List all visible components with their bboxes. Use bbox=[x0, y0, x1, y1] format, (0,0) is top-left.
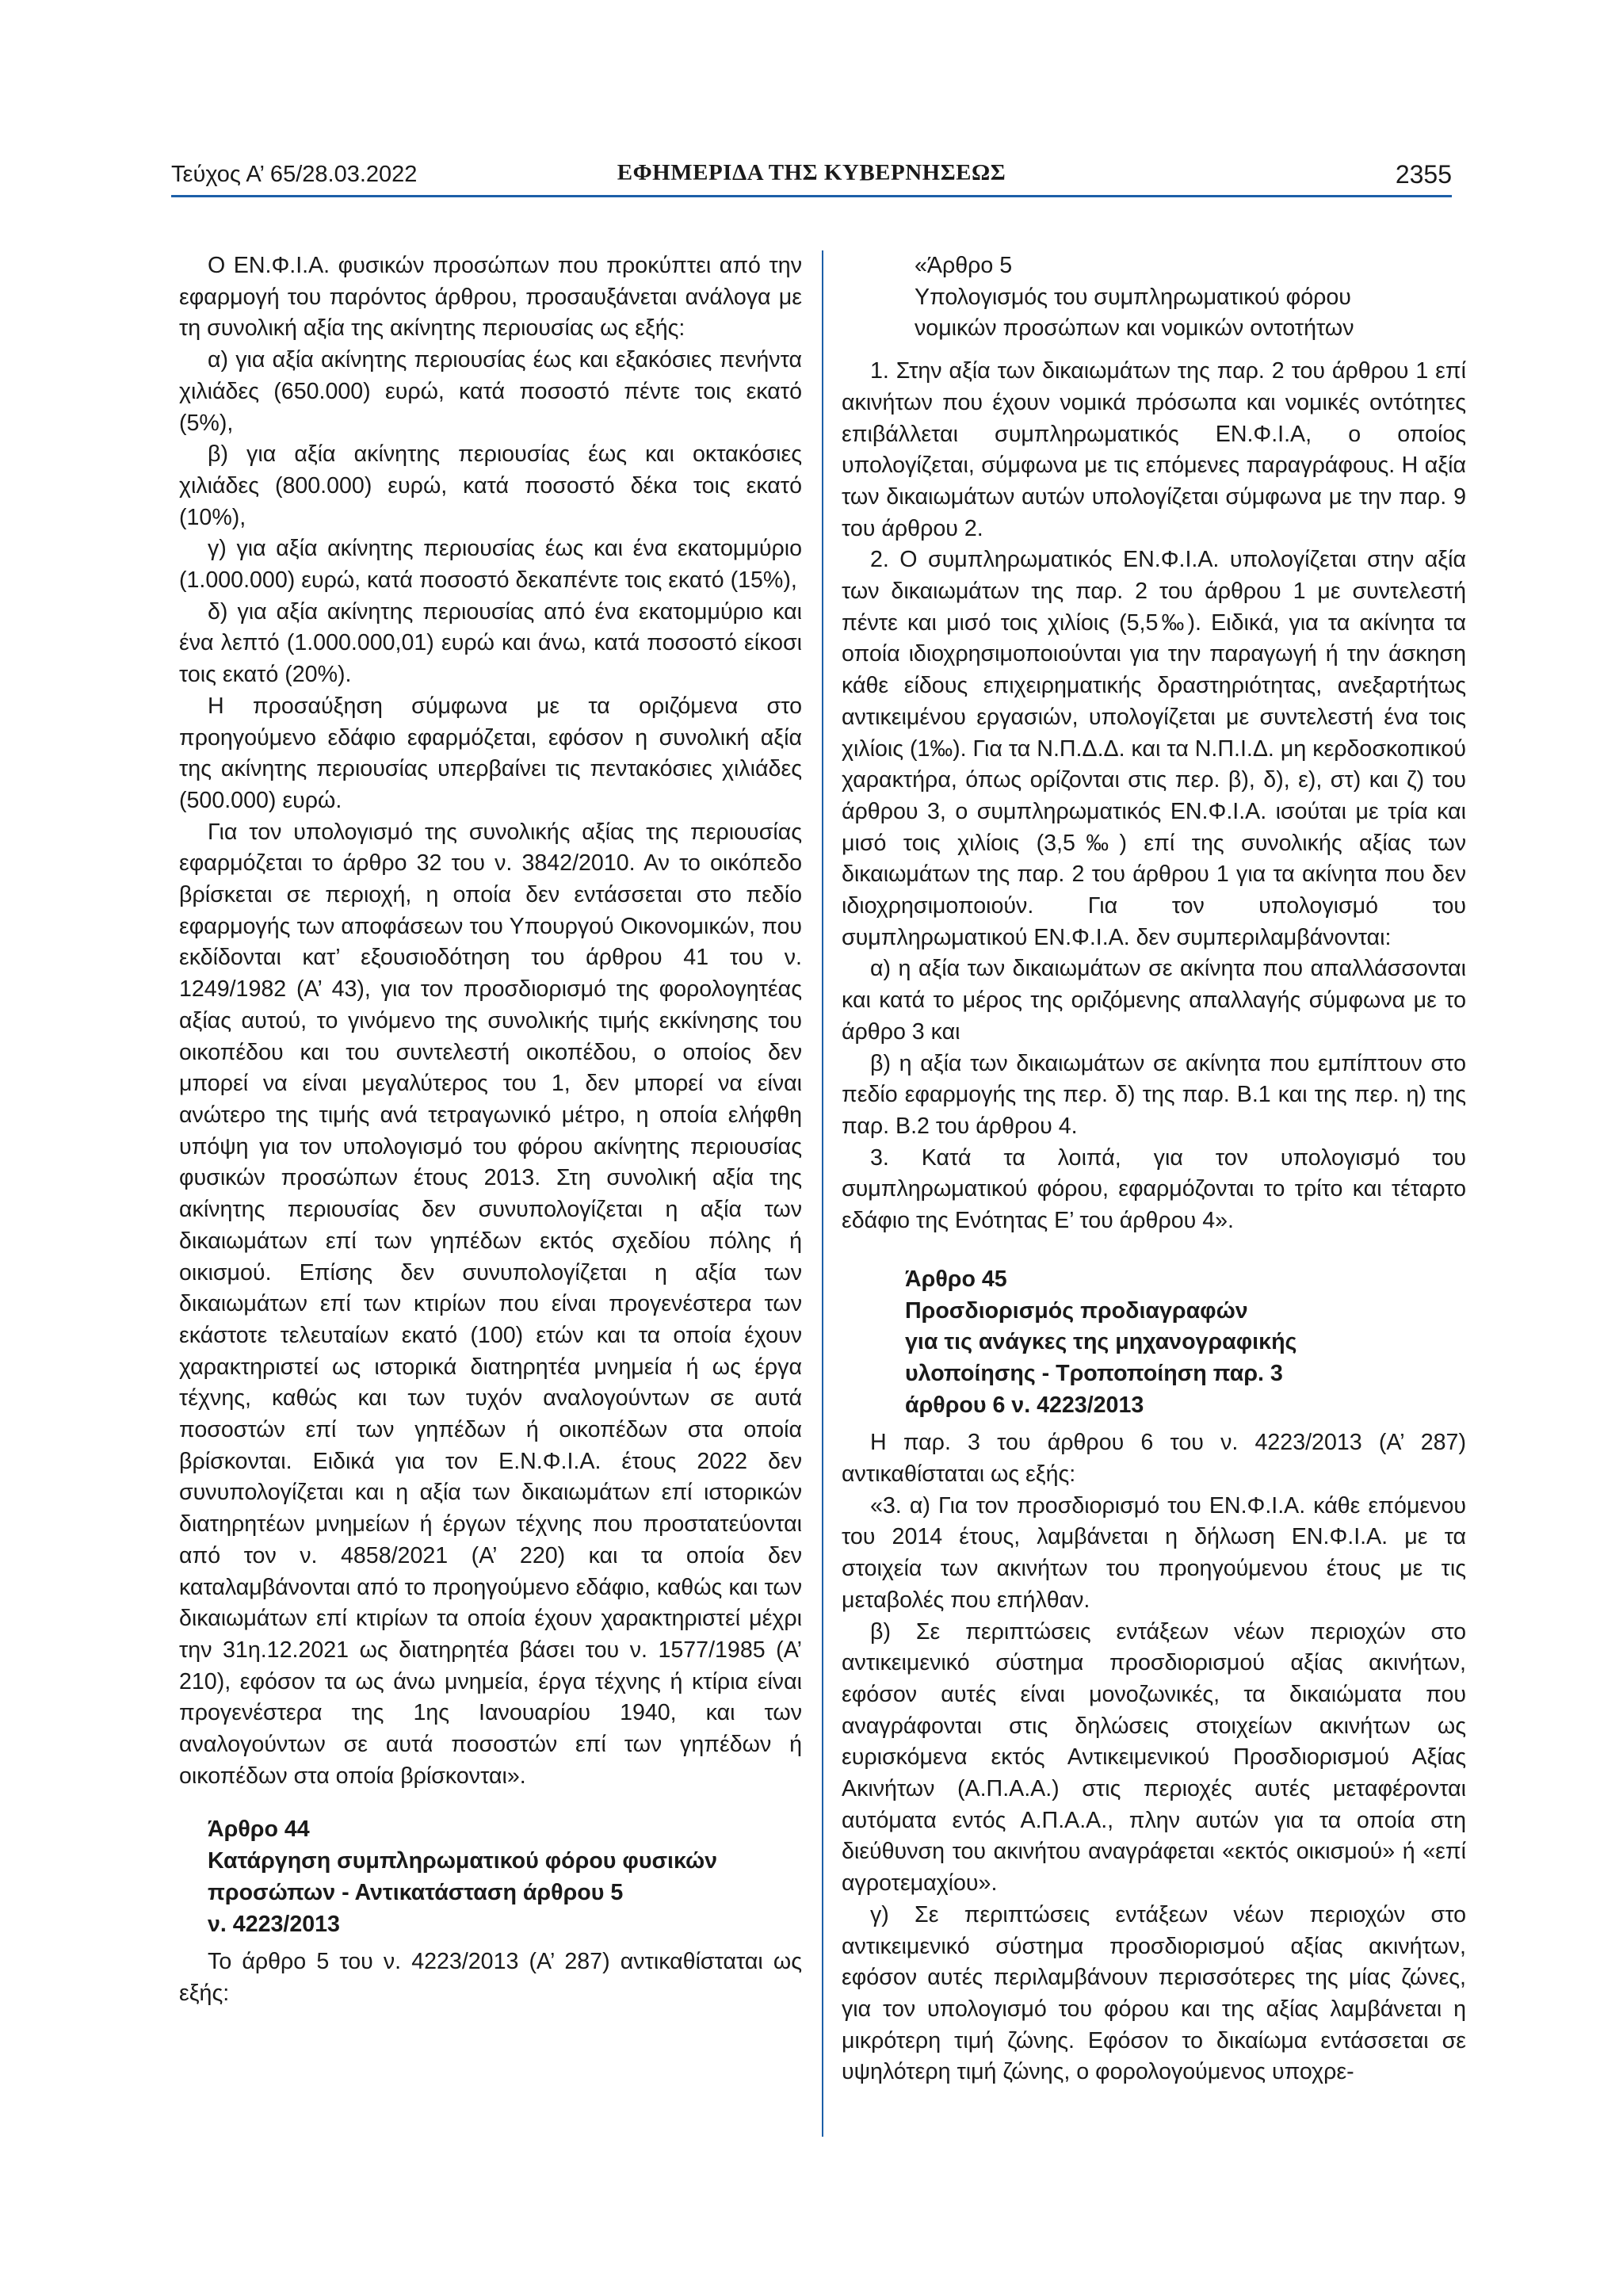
header-rule bbox=[171, 195, 1452, 197]
paragraph: 2. Ο συμπληρωματικός ΕΝ.Φ.Ι.Α. υπολογίζεται στην αξία των δικαιωμάτων της παρ. 2 του άρθρου 1 με συντελεστή πέντε και μισό τοις χιλίοις (5,5‰). Ειδικά, για τα ακίνητα τα οποία ιδιοχρησιμοποιούνται για την παραγωγή ή την άσκηση κάθε είδους επιχειρηματικής δραστηριότητας, ανεξαρτήτως αντικειμένου εργασιών, υπολογίζεται με συντελεστή ένα τοις χιλίοις (1‰). Για τα Ν.Π.Δ.Δ. και τα Ν.Π.Ι.Δ. μη κερδοσκοπικού χαρακτήρα, όπως ορίζονται στις περ. β), δ), ε), στ) και ζ) του άρθρου 3, ο συμπληρωματικός ΕΝ.Φ.Ι.Α. ισούται με τρία και μισό τοις χιλίοις (3,5‰) επί της συνολικής αξίας των δικαιωμάτων της παρ. 2 του άρθρου 1 για τα ακίνητα που δεν ιδιοχρησιμοποιούν. Για τον υπολογισμό του συμπληρωματικού ΕΝ.Φ.Ι.Α. δεν συμπεριλαμβάνονται: bbox=[842, 547, 1466, 950]
paragraph: α) η αξία των δικαιωμάτων σε ακίνητα που απαλλάσσονται και κατά το μέρος της οριζόμενης απαλλαγής σύμφωνα με το άρθρο 3 και bbox=[842, 956, 1466, 1045]
page-header bbox=[171, 155, 1452, 200]
article-44-title-law: ν. 4223/2013 bbox=[208, 1911, 340, 1937]
article-44-heading bbox=[179, 1814, 802, 1940]
left-column bbox=[179, 250, 802, 2010]
quoted-article-5-number: «Άρθρο 5 bbox=[915, 253, 1013, 278]
issue-reference: Τεύχος Α’ 65/28.03.2022 bbox=[171, 162, 418, 187]
article-45-title-line: για τις ανάγκες της μηχανογραφικής bbox=[905, 1329, 1297, 1355]
article-44-number: Άρθρο 44 bbox=[208, 1817, 310, 1843]
paragraph: γ) για αξία ακίνητης περιουσίας έως και ένα εκατομμύριο (1.000.000) ευρώ, κατά ποσοστό δεκαπέντε τοις εκατό (15%), bbox=[179, 536, 802, 594]
article-44-body: Το άρθρο 5 του ν. 4223/2013 (Α’ 287) αντικαθίσταται ως εξής: bbox=[179, 1949, 802, 2006]
paragraph: 1. Στην αξία των δικαιωμάτων της παρ. 2 του άρθρου 1 επί ακινήτων που έχουν νομικά πρόσωπα και νομικές οντότητες επιβάλλεται συμπληρωματικός ΕΝ.Φ.Ι.Α, ο οποίος υπολογίζεται, σύμφωνα με τις επόμενες παραγράφους. Η αξία των δικαιωμάτων αυτών υπολογίζεται σύμφωνα με την παρ. 9 του άρθρου 2. bbox=[842, 358, 1466, 541]
article-44-title: Κατάργηση συμπληρωματικού φόρου φυσικών προσώπων - Αντικατάσταση άρθρου 5 bbox=[208, 1848, 718, 1905]
page-number: 2355 bbox=[1395, 160, 1452, 189]
paragraph: Η προσαύξηση σύμφωνα με τα οριζόμενα στο προηγούμενο εδάφιο εφαρμόζεται, εφόσον η συνολική αξία της ακίνητης περιουσίας υπερβαίνει τις πεντακόσιες χιλιάδες (500.000) ευρώ. bbox=[179, 693, 802, 813]
paragraph: «3. α) Για τον προσδιορισμό του ΕΝ.Φ.Ι.Α. κάθε επόμενου του 2014 έτους, λαμβάνεται η δήλωση ΕΝ.Φ.Ι.Α. με τα στοιχεία των ακινήτων του προηγούμενου έτους με τις μεταβολές που επήλθαν. bbox=[842, 1492, 1466, 1613]
paragraph: γ) Σε περιπτώσεις εντάξεων νέων περιοχών στο αντικειμενικό σύστημα προσδιορισμού αξίας ακινήτων, εφόσον αυτές περιλαμβάνουν περισσότερες της μίας ζώνες, για τον υπολογισμό του φόρου και της αξίας λαμβάνεται η μικρότερη τιμή ζώνης. Εφόσον το δικαίωμα εντάσσεται σε υψηλότερη τιμή ζώνης, ο φορολογούμενος υποχρε- bbox=[842, 1901, 1466, 2085]
paragraph: Ο ΕΝ.Φ.Ι.Α. φυσικών προσώπων που προκύπτει από την εφαρμογή του παρόντος άρθρου, προσαυξάνεται ανάλογα με τη συνολική αξία της ακίνητης περιουσίας ως εξής: bbox=[179, 253, 802, 342]
paragraph: Για τον υπολογισμό της συνολικής αξίας της περιουσίας εφαρμόζεται το άρθρο 32 του ν. 3842/2010. Αν το οικόπεδο βρίσκεται σε περιοχή, η οποία δεν εντάσσεται στο πεδίο εφαρμογής των αποφάσεων του Υπουργού Οικονομικών, που εκδίδονται κατ’ εξουσιοδότηση του άρθρου 41 του ν. 1249/1982 (Α’ 43), για τον προσδιορισμό της φορολογητέας αξίας αυτού, το γινόμενο της συνολικής τιμής εκκίνησης του οικοπέδου και του συντελεστή οικοπέδου, ο οποίος δεν μπορεί να είναι μεγαλύτερος του 1, δεν μπορεί να είναι ανώτερο της τιμής ανά τετραγωνικό μέτρο, η οποία ελήφθη υπόψη για τον υπολογισμό του φόρου ακίνητης περιουσίας φυσικών προσώπων έτους 2013. Στη συνολική αξία της ακίνητης περιουσίας δεν συνυπολογίζεται η αξία των δικαιωμάτων επί των γηπέδων εκτός σχεδίου πόλης ή οικισμού. Επίσης δεν συνυπολογίζεται η αξία των δικαιωμάτων επί των κτιρίων που είναι προγενέστερα των εκάστοτε τελευταίων εκατό (100) ετών και τα οποία έχουν χαρακτηριστεί ως ιστορικά διατηρητέα μνημεία ή ως έργα τέχνης, καθώς και των τυχόν αναλογούντων σε αυτά ποσοστών επί των γηπέδων ή οικοπέδων στα οποία βρίσκονται. Ειδικά για τον Ε.Ν.Φ.Ι.Α. έτους 2022 δεν συνυπολογίζεται και η αξία των δικαιωμάτων επί ιστορικών διατηρητέων μνημείων ή έργων τέχνης που προστατεύονται από τον ν. 4858/2021 (Α’ 220) και τα οποία δεν καταλαμβάνονται από το προηγούμενο εδάφιο, καθώς και των δικαιωμάτων επί κτιρίων τα οποία έχουν χαρακτηριστεί μέχρι την 31η.12.2021 ως διατηρητέα βάσει του ν. 1577/1985 (Α’ 210), εφόσον τα ως άνω μνημεία, έργα τέχνης ή κτίρια είναι προγενέστερα της 1ης Ιανουαρίου 1940, και των αναλογούντων σε αυτά ποσοστών επί των γηπέδων ή οικοπέδων στα οποία βρίσκονται». bbox=[179, 819, 802, 1789]
column-divider bbox=[822, 250, 823, 2137]
paragraph: Η παρ. 3 του άρθρου 6 του ν. 4223/2013 (Α’ 287) αντικαθίσταται ως εξής: bbox=[842, 1430, 1466, 1488]
right-column bbox=[842, 250, 1466, 2088]
article-45-heading bbox=[842, 1264, 1466, 1422]
article-45-number: Άρθρο 45 bbox=[905, 1266, 1007, 1292]
article-45-title-line: άρθρου 6 ν. 4223/2013 bbox=[905, 1392, 1144, 1418]
paragraph: δ) για αξία ακίνητης περιουσίας από ένα εκατομμύριο και ένα λεπτό (1.000.000,01) ευρώ και άνω, κατά ποσοστό είκοσι τοις εκατό (20%). bbox=[179, 598, 802, 688]
gazette-title: ΕΦΗΜΕΡΙΔΑ ΤΗΣ ΚΥΒΕΡΝΗΣΕΩΣ bbox=[617, 160, 1006, 185]
article-45-title-line: υλοποίησης - Τροποποίηση παρ. 3 bbox=[905, 1360, 1283, 1386]
article-45-title-line: Προσδιορισμός προδιαγραφών bbox=[905, 1297, 1248, 1324]
quoted-article-5-title: Υπολογισμός του συμπληρωματικού φόρου νομικών προσώπων και νομικών οντοτήτων bbox=[915, 284, 1354, 342]
paragraph: β) η αξία των δικαιωμάτων σε ακίνητα που εμπίπτουν στο πεδίο εφαρμογής της περ. δ) της παρ. Β.1 και της περ. η) της παρ. Β.2 του άρθρου 4. bbox=[842, 1050, 1466, 1139]
paragraph: 3. Κατά τα λοιπά, για τον υπολογισμό του συμπληρωματικού φόρου, εφαρμόζονται το τρίτο και τέταρτο εδάφιο της Ενότητας Ε’ του άρθρου 4». bbox=[842, 1144, 1466, 1234]
paragraph: α) για αξία ακίνητης περιουσίας έως και εξακόσιες πενήντα χιλιάδες (650.000) ευρώ, κατά ποσοστό πέντε τοις εκατό (5%), bbox=[179, 347, 802, 436]
paragraph: β) για αξία ακίνητης περιουσίας έως και οκτακόσιες χιλιάδες (800.000) ευρώ, κατά ποσοστό δέκα τοις εκατό (10%), bbox=[179, 441, 802, 530]
paragraph: β) Σε περιπτώσεις εντάξεων νέων περιοχών στο αντικειμενικό σύστημα προσδιορισμού αξίας ακινήτων, εφόσον αυτές είναι μονοζωνικές, τα δικαιώματα που αναγράφονται στις δηλώσεις στοιχείων ακινήτων ως ευρισκόμενα εκτός Αντικειμενικού Προσδιορισμού Αξίας Ακινήτων (Α.Π.Α.Α.) στις περιοχές αυτές μεταφέρονται αυτόματα εντός Α.Π.Α.Α., πλην αυτών για τα οποία στη διεύθυνση του ακινήτου αναγράφεται «εκτός οικισμού» ή «επί αγροτεμαχίου». bbox=[842, 1618, 1466, 1897]
